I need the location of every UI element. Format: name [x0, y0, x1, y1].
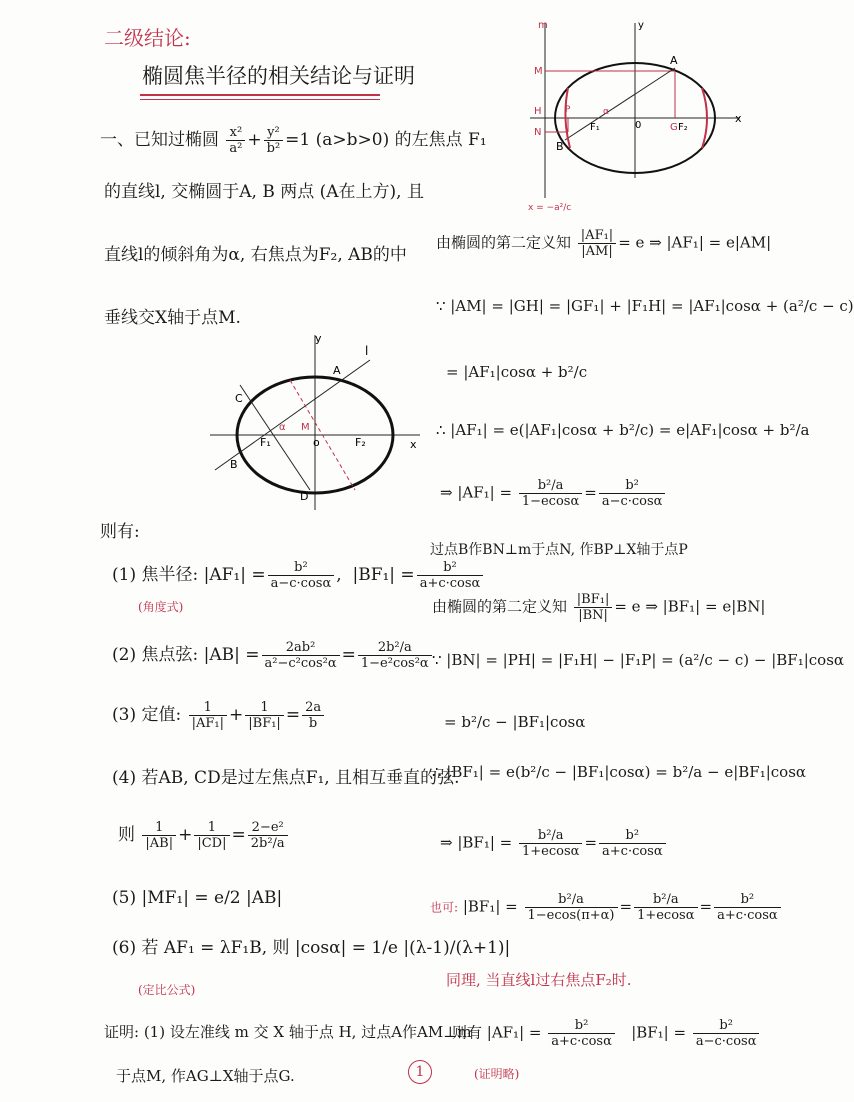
right-line-4: ∴ |AF₁| = e(|AF₁|cosα + b²/c) = e|AF₁|cosα + b²/a — [436, 421, 810, 439]
right-line-2: ∵ |AM| = |GH| = |GF₁| + |F₁H| = |AF₁|cosα + (a²/c − c) — [436, 297, 854, 315]
right-line-6: 过点B作BN⊥m于点N, 作BP⊥X轴于点P — [430, 542, 688, 558]
conclusion-1: (1) 焦半径: |AF₁| = $\frac{\text{b²}}{a-c\cdot\cos\alpha}$ , |BF₁| = $\frac{\text{b²}}{a+c\cdot\cos\alpha}$ — [112, 560, 485, 591]
fig-top-y-label: y — [638, 20, 644, 31]
right-line-9: = b²/c − |BF₁|cosα — [444, 713, 586, 731]
fig-mid-M-label: M — [301, 422, 310, 433]
conclusion-4: (4) 若AB, CD是过左焦点F₁, 且相互垂直的弦. — [112, 768, 460, 788]
fig-top-F1-label: F₁ — [590, 122, 600, 133]
then-label: 则有: — [100, 522, 140, 542]
right-line-5: ⇒ |AF₁| = $\frac{\text{b²/a}}{1-ecos\alpha}$ = $\frac{\text{b²}}{a-c\cdot\cos\alpha}$ — [440, 478, 667, 509]
problem-line-2: 的直线l, 交椭圆于A, B 两点 (A在上方), 且 — [104, 182, 424, 202]
right-line-10: ∴ |BF₁| = e(b²/c − |BF₁|cosα) = b²/a − e|BF₁|cosα — [432, 763, 807, 781]
ellipse-figure-top — [520, 18, 750, 218]
fig-mid-y-label: y — [315, 332, 322, 345]
right-line-3: = |AF₁|cosα + b²/c — [446, 363, 588, 381]
ellipse-figure-middle — [205, 330, 425, 510]
right-line-8: ∵ |BN| = |PH| = |F₁H| − |F₁P| = (a²/c − c) − |BF₁|cosα — [432, 651, 845, 669]
fig-top-A-label: A — [670, 54, 678, 67]
fig-top-alpha-label: α — [603, 107, 609, 117]
conclusion-2: (2) 焦点弦: |AB| = $\frac{\text{2ab²}}{\text{a²−c²cos²α}}$ = $\frac{\text{2b²/a}}{\text{1−e²cos²α}}$ — [112, 640, 434, 671]
proof-line-2: 于点M, 作AG⊥X轴于点G. — [116, 1067, 295, 1085]
problem-line-1: 一、已知过椭圆 $\frac{\text{x²}}{\text{a²}}$ + $\frac{\text{y²}}{\text{b²}}$ =1 (a>b>0) 的左焦点 F₁ — [100, 125, 487, 156]
fig-mid-A-label: A — [333, 364, 341, 377]
title-underline-2 — [140, 99, 380, 100]
fig-mid-O-label: o — [313, 436, 320, 449]
conclusion-6-note: (定比公式) — [138, 983, 196, 997]
right-line-7: 由椭圆的第二定义知 $\frac{\text{|BF₁|}}{|BN|}$ = e ⇒ |BF₁| = e|BN| — [432, 592, 766, 623]
fig-top-P-label: P — [565, 105, 571, 115]
conclusion-6: (6) 若 AF₁ = λF₁B, 则 |cosα| = 1/e |(λ-1)/(λ+1)| — [112, 938, 511, 958]
right-line-15: (证明略) — [474, 1067, 520, 1081]
fig-mid-F2-label: F₂ — [355, 436, 366, 449]
fig-mid-x-label: x — [410, 438, 417, 451]
fig-top-B-label: B — [556, 140, 564, 153]
fig-top-F2-label: F₂ — [678, 122, 688, 133]
proof-line-1: 证明: (1) 设左准线 m 交 X 轴于点 H, 过点A作AM⊥m — [104, 1023, 472, 1041]
section-title: 二级结论: — [104, 26, 191, 50]
fig-top-O-label: 0 — [635, 120, 642, 131]
conclusion-3: (3) 定值: $\frac{1}{\text{|AF₁|}}$ + $\frac{1}{\text{|BF₁|}}$ = $\frac{2a}{b}$ — [112, 700, 326, 731]
problem-line-3: 直线l的倾斜角为α, 右焦点为F₂, AB的中 — [104, 245, 407, 265]
fig-top-G-label: G — [670, 122, 678, 133]
page-number: 1 — [408, 1060, 432, 1084]
title-underline — [140, 94, 380, 96]
conclusion-1-note: (角度式) — [138, 600, 184, 614]
right-line-12: 也可: |BF₁| = $\frac{\text{b²/a}}{1-ecos(\pi+\alpha)}$ = $\frac{\text{b²/a}}{1+ecos\alpha}$ = $\frac{\text{b²}}{a+c\cdot\cos\alpha}$ — [430, 892, 783, 923]
right-line-11: ⇒ |BF₁| = $\frac{\text{b²/a}}{1+ecos\alpha}$ = $\frac{\text{b²}}{a+c\cdot\cos\alpha}$ — [440, 828, 668, 859]
fig-top-H-label: H — [534, 106, 542, 117]
problem-line-4: 垂线交X轴于点M. — [104, 308, 241, 328]
fig-top-x-label: x — [735, 112, 742, 125]
conclusion-4-formula: 则 $\frac{1}{|AB|}$ + $\frac{1}{|CD|}$ = $\frac{\text{2−e²}}{\text{2b²/a}}$ — [118, 820, 290, 851]
fig-mid-B-label: B — [230, 458, 238, 471]
right-line-14: 则有 |AF₁| = $\frac{\text{b²}}{a+c\cdot\cos\alpha}$ |BF₁| = $\frac{\text{b²}}{a-c\cdot\cos\alpha}$ — [452, 1018, 761, 1049]
fig-top-directrix-label: x = −a²/c — [528, 203, 572, 213]
fig-mid-F1-label: F₁ — [260, 436, 271, 449]
fig-top-N-label: N — [534, 127, 542, 138]
fig-mid-l-label: l — [365, 344, 369, 358]
main-title: 椭圆焦半径的相关结论与证明 — [142, 64, 415, 88]
fig-mid-C-label: C — [235, 392, 243, 405]
fig-mid-D-label: D — [300, 490, 309, 503]
fig-top-M-label: M — [534, 66, 543, 77]
fig-top-m-label: m — [538, 20, 548, 31]
conclusion-5: (5) |MF₁| = e/2 |AB| — [112, 888, 283, 908]
fig-mid-alpha-label: α — [279, 422, 286, 433]
right-line-1: 由椭圆的第二定义知 $\frac{\text{|AF₁|}}{|AM|}$ = e ⇒ |AF₁| = e|AM| — [436, 228, 772, 259]
right-line-13: 同理, 当直线l过右焦点F₂时. — [446, 971, 632, 989]
